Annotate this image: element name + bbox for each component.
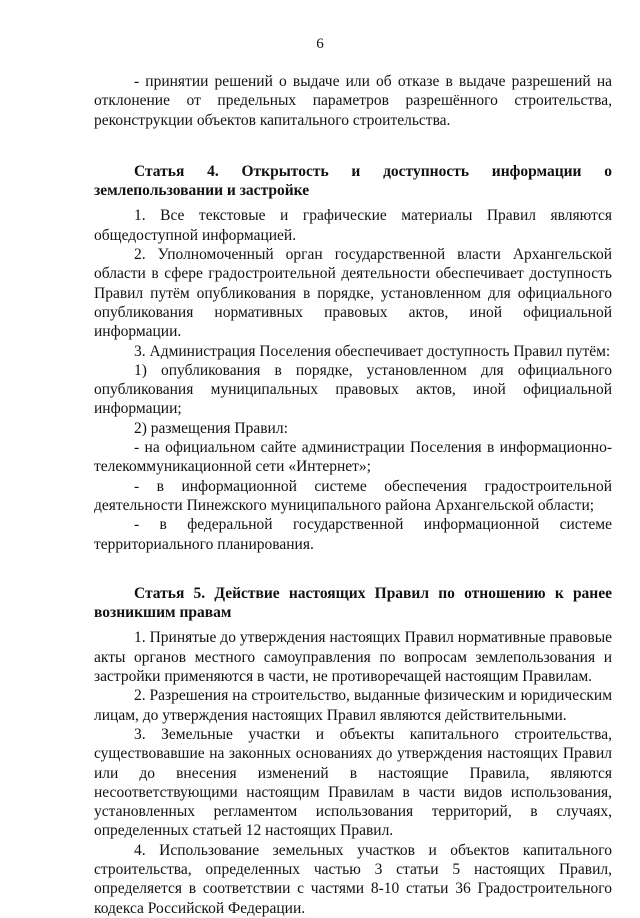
article-5 — [94, 584, 612, 918]
article-5-title: Статья 5. Действие настоящих Правил по отношению к ранее возникшим правам — [94, 584, 612, 622]
article-4-paragraph: 1. Все текстовые и графические материалы Правил являются общедоступной информацией. — [94, 207, 612, 244]
page-number: 6 — [316, 36, 324, 52]
article-5-paragraph: 4. Использование земельных участков и объектов капитального строительства, определенных частью 3 статьи 5 настоящих Правил, определяется в соответствии с частями 8-10 статьи 36 Градостроительного кодекса Российской Федерации. — [94, 841, 612, 917]
intro-paragraph: - принятии решений о выдаче или об отказе в выдаче разрешений на отклонение от предельных параметров разрешённого строительства, реконструкции объектов капитального строительства. — [94, 73, 612, 129]
article-5-paragraph: 3. Земельные участки и объекты капитального строительства, существовавшие на законных основаниях до утверждения настоящих Правил или до внесения изменений в настоящие Правила, являются несоответствующими настоящим Правилам в части видов использования, установленных регламентом использования территорий, в случаях, определенных статьей 12 настоящих Правил. — [94, 725, 612, 840]
article-4-paragraph: 2. Уполномоченный орган государственной власти Архангельской области в сфере градостроительной деятельности обеспечивает доступность Правил путём опубликования в порядке, установленном для официального опубликования нормативных правовых актов, иной официальной информации. — [94, 246, 612, 341]
article-5-paragraph: 1. Принятые до утверждения настоящих Правил нормативные правовые акты органов местного самоуправления по вопросам землепользования и застройки применяются в части, не противоречащей настоящим Правилам. — [94, 629, 612, 686]
document-body — [94, 72, 612, 918]
article-4-paragraph: 2) размещения Правил: — [134, 419, 288, 437]
article-4-paragraph: 3. Администрация Поселения обеспечивает доступность Правил путём: — [134, 342, 611, 360]
article-4-paragraph: - в федеральной государственной информационной системе территориального планирования. — [94, 516, 612, 553]
article-5-paragraph: 2. Разрешения на строительство, выданные физическим и юридическим лицам, до утверждения настоящих Правил являются действительными. — [94, 687, 612, 724]
article-4-paragraph: 1) опубликования в порядке, установленном для официального опубликования муниципальных правовых актов, иной официальной информации; — [94, 361, 612, 418]
article-4-title: Статья 4. Открытость и доступность информации о землепользовании и застройке — [94, 162, 612, 200]
article-4 — [94, 162, 612, 554]
article-4-paragraph: - на официальном сайте администрации Поселения в информационно-телекоммуникационной сети «Интернет»; — [94, 439, 612, 476]
article-4-paragraph: - в информационной системе обеспечения градостроительной деятельности Пинежского муниципального района Архангельской области; — [94, 477, 612, 514]
